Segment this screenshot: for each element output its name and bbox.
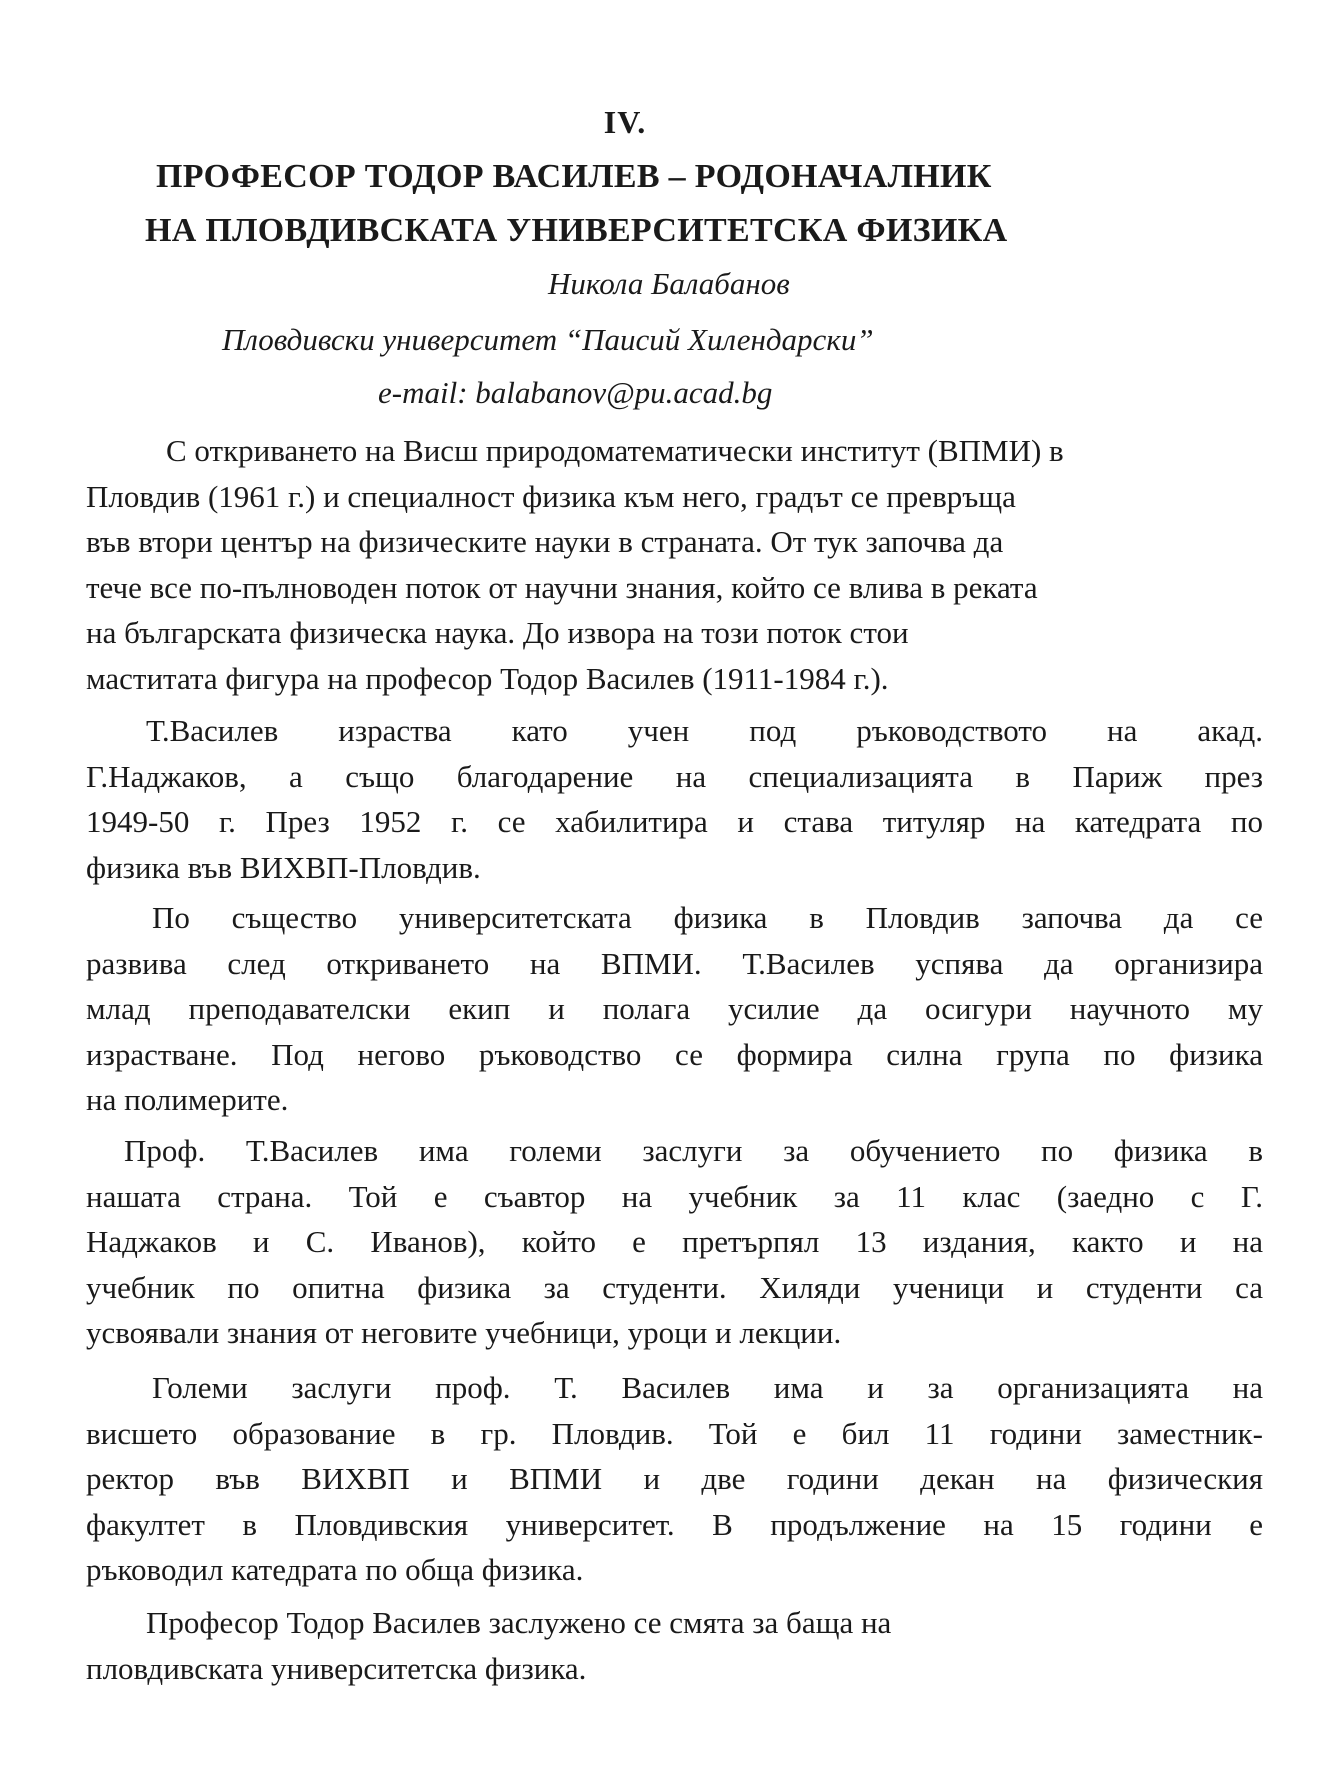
paragraph-line: на българската физическа наука. До извора на този поток стои [86, 615, 909, 650]
author-affiliation: Пловдивски университет “Паисий Хилендарски” [222, 322, 874, 357]
paragraph-line: ректор във ВИХВП и ВПМИ и две години декан на физическия [86, 1461, 1263, 1496]
paragraph-4 [86, 1128, 1263, 1356]
paragraph-line: Проф. Т.Василев има големи заслуги за обучението по физика в [124, 1133, 1263, 1168]
paragraph-line: физика във ВИХВП-Пловдив. [86, 849, 481, 885]
paragraph-line: Наджаков и С. Иванов), който е претърпял 13 издания, както и на [86, 1224, 1263, 1259]
paragraph-2 [86, 708, 1263, 890]
author-email: e-mail: balabanov@pu.acad.bg [378, 375, 773, 410]
paragraph-line: ръководил катедрата по обща физика. [86, 1552, 584, 1587]
title-line-1: ПРОФЕСОР ТОДОР ВАСИЛЕВ – РОДОНАЧАЛНИК [156, 158, 992, 195]
paragraph-line: Пловдив (1961 г.) и специалност физика към него, градът се превръща [86, 478, 1016, 514]
paragraph-5 [86, 1365, 1263, 1593]
paragraph-line: пловдивската университетска физика. [86, 1650, 587, 1686]
paragraph-1 [86, 428, 1263, 701]
paragraph-line: развива след откриването на ВПМИ. Т.Василев успява да организира [86, 945, 1263, 981]
paragraph-6 [86, 1600, 1263, 1691]
paragraph-line: висшето образование в гр. Пловдив. Той е бил 11 години заместник- [86, 1415, 1263, 1451]
paragraph-line: млад преподавателски екип и полага усилие да осигури научното му [86, 991, 1263, 1026]
paragraph-3 [86, 895, 1263, 1123]
paragraph-line: Професор Тодор Василев заслужено се смята за баща на [146, 1605, 892, 1640]
paragraph-line: маститата фигура на професор Тодор Василев (1911-1984 г.). [86, 660, 889, 696]
paragraph-line: нашата страна. Той е съавтор на учебник за 11 клас (заедно с Г. [86, 1178, 1263, 1214]
paragraph-line: учебник по опитна физика за студенти. Хиляди ученици и студенти са [86, 1269, 1263, 1305]
section-number: IV. [603, 104, 647, 140]
paragraph-line: израстване. Под негово ръководство се формира силна група по физика [86, 1036, 1263, 1072]
paragraph-line: усвоявали знания от неговите учебници, уроци и лекции. [86, 1315, 842, 1350]
paragraph-line: на полимерите. [86, 1082, 289, 1117]
paragraph-line: във втори център на физическите науки в страната. От тук започва да [86, 524, 1004, 559]
paragraph-line: Т.Василев израства като учен под ръководството на акад. [146, 713, 1263, 748]
author-name: Никола Балабанов [548, 266, 790, 301]
paragraph-line: Големи заслуги проф. Т. Василев има и за организацията на [152, 1370, 1263, 1405]
paragraph-line: С откриването на Висш природоматематически институт (ВПМИ) в [166, 433, 1064, 468]
paragraph-line: факултет в Пловдивския университет. В продължение на 15 години е [86, 1506, 1263, 1542]
paragraph-line: 1949-50 г. През 1952 г. се хабилитира и става титуляр на катедрата по [86, 804, 1263, 839]
title-line-2: НА ПЛОВДИВСКАТА УНИВЕРСИТЕТСКА ФИЗИКА [145, 212, 1008, 249]
paragraph-line: Г.Наджаков, а също благодарение на специализацията в Париж през [86, 758, 1263, 794]
paragraph-line: тече все по-пълноводен поток от научни знания, който се влива в реката [86, 569, 1038, 605]
paragraph-line: По същество университетската физика в Пловдив започва да се [152, 900, 1263, 935]
